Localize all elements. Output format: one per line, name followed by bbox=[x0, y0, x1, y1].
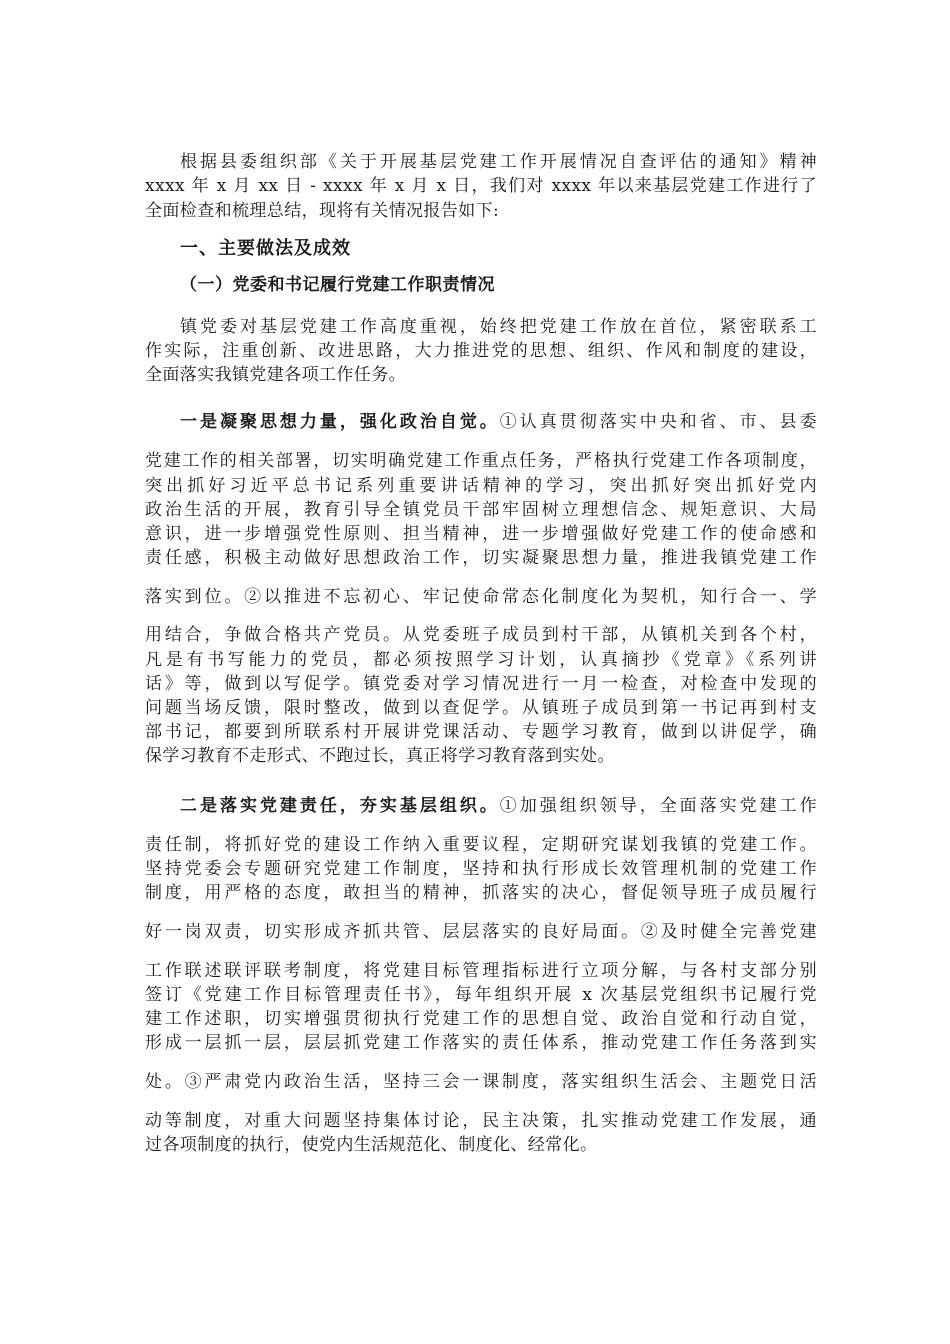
paragraph-line: 政治生活的开展，教育引导全镇党员干部牢固树立理想信念、规矩意识、大局 bbox=[145, 500, 817, 520]
paragraph-line: 话》等，做到以写促学。镇党委对学习情况进行一月一检查，对检查中发现的 bbox=[145, 674, 817, 694]
paragraph-line: 部书记，都要到所联系村开展讲党课活动、专题学习教育，做到以讲促学，确 bbox=[145, 722, 817, 742]
paragraph-line: 好一岗双责，切实形成齐抓共管、层层落实的良好局面。②及时健全完善党建 bbox=[145, 922, 817, 942]
paragraph-line: 建工作述职，切实增强贯彻执行党建工作的思想自觉、政治自觉和行动自觉， bbox=[145, 1009, 817, 1029]
paragraph-line: 问题当场反馈，限时整改，做到以查促学。从镇班子成员到第一书记再到村支 bbox=[145, 698, 817, 718]
paragraph-line: 动等制度，对重大问题坚持集体讨论，民主决策，扎实推动党建工作发展，通 bbox=[145, 1111, 817, 1131]
point-lead: 一是凝聚思想力量，强化政治自觉。 bbox=[180, 412, 500, 432]
paragraph-line: 坚持党委会专题研究党建工作制度，坚持和执行形成长效管理机制的党建工作 bbox=[145, 859, 817, 879]
intro-line: xxxx 年 x 月 xx 日 - xxxx 年 x 月 x 日，我们对 xxxx 年以来基层党建工作进行了 bbox=[145, 176, 817, 196]
paragraph-line: 工作联述联评联考制度，将党建目标管理指标进行立项分解，与各村支部分别 bbox=[145, 961, 817, 981]
point-first-line bbox=[180, 794, 817, 818]
intro-line: 根据县委组织部《关于开展基层党建工作开展情况自查评估的通知》精神 bbox=[180, 152, 817, 172]
paragraph-line: 形成一层抓一层，层层抓党建工作落实的责任体系，推动党建工作任务落到实 bbox=[145, 1033, 817, 1053]
point-lead: 二是落实党建责任，夯实基层组织。 bbox=[180, 796, 500, 816]
paragraph-line: 作实际，注重创新、改进思路，大力推进党的思想、组织、作风和制度的建设， bbox=[145, 341, 817, 361]
point-first-rest: ①认真贯彻落实中央和省、市、县委 bbox=[499, 412, 817, 432]
paragraph-line: 突出抓好习近平总书记系列重要讲话精神的学习，突出抓好突出抓好党内 bbox=[145, 476, 817, 496]
point-first-rest: ①加强组织领导，全面落实党建工作 bbox=[499, 796, 817, 816]
paragraph-line: 责任感，积极主动做好思想政治工作，切实凝聚思想力量，推进我镇党建工作 bbox=[145, 548, 817, 568]
intro-line: 全面检查和梳理总结，现将有关情况报告如下: bbox=[145, 201, 500, 221]
point-first-line bbox=[180, 410, 817, 434]
paragraph-line: 镇党委对基层党建工作高度重视，始终把党建工作放在首位，紧密联系工 bbox=[180, 317, 817, 337]
paragraph-line: 全面落实我镇党建各项工作任务。 bbox=[145, 365, 406, 385]
paragraph-line: 用结合，争做合格共产党员。从党委班子成员到村干部，从镇机关到各个村， bbox=[145, 625, 817, 645]
paragraph-line: 意识，进一步增强党性原则、担当精神，进一步增强做好党建工作的使命感和 bbox=[145, 524, 817, 544]
paragraph-line: 落实到位。②以推进不忘初心、牢记使命常态化制度化为契机，知行合一、学 bbox=[145, 587, 817, 607]
paragraph-line: 签订《党建工作目标管理责任书》，每年组织开展 x 次基层党组织书记履行党 bbox=[145, 985, 817, 1005]
paragraph-line: 凡是有书写能力的党员，都必须按照学习计划，认真摘抄《党章》《系列讲 bbox=[145, 650, 817, 670]
paragraph-line: 处。③严肃党内政治生活，坚持三会一课制度，落实组织生活会、主题党日活 bbox=[145, 1072, 817, 1092]
section-heading: 一、主要做法及成效 bbox=[180, 238, 351, 259]
paragraph-line: 制度，用严格的态度，敢担当的精神，抓落实的决心，督促领导班子成员履行 bbox=[145, 883, 817, 903]
paragraph-line: 党建工作的相关部署，切实明确党建工作重点任务，严格执行党建工作各项制度， bbox=[145, 451, 817, 471]
paragraph-line: 保学习教育不走形式、不跑过长，真正将学习教育落到实处。 bbox=[145, 746, 615, 766]
subsection-heading: （一）党委和书记履行党建工作职责情况 bbox=[180, 275, 495, 295]
paragraph-line: 责任制，将抓好党的建设工作纳入重要议程，定期研究谋划我镇的党建工作。 bbox=[145, 835, 817, 855]
paragraph-line: 过各项制度的执行，使党内生活规范化、制度化、经常化。 bbox=[145, 1135, 598, 1155]
